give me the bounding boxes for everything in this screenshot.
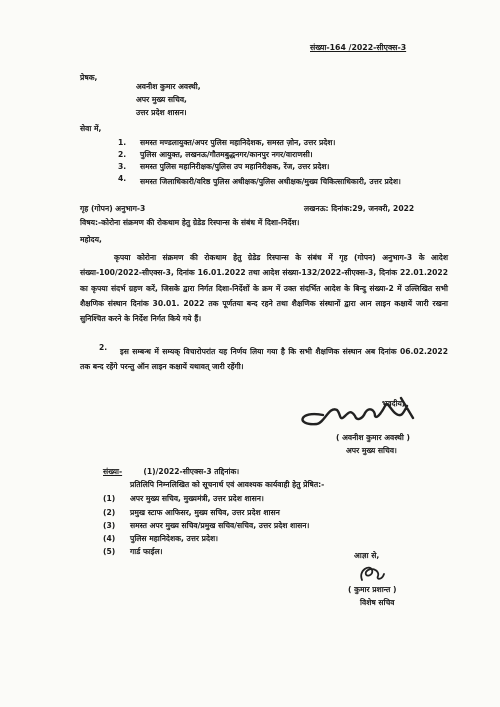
copy-item-number: (2) — [103, 508, 116, 517]
copy-item-text: अपर मुख्य सचिव, मुख्यमंत्री, उत्तर प्रदेश शासन। — [130, 494, 264, 503]
letter-date: लखनऊ: दिनांक:29, जनवरी, 2022 — [304, 204, 415, 213]
sender-department: उत्तर प्रदेश शासन। — [136, 108, 187, 117]
by-order: आज्ञा से, — [354, 551, 380, 560]
salutation: महोदय, — [80, 235, 102, 244]
signature — [285, 388, 435, 428]
recipient-text: समस्त जिलाधिकारी/वरिष्ठ पुलिस अधीक्षक/पुलिस अधीक्षक/मुख्य चिकित्साधिकारी, उत्तर प्रदेश। — [140, 177, 401, 186]
copy-item-number: (5) — [103, 547, 116, 556]
recipient-number: 2. — [118, 150, 127, 159]
recipient-text: समस्त मण्डलायुक्त/अपर पुलिस महानिदेशक, समस्त ज़ोन, उत्तर प्रदेश। — [140, 138, 336, 147]
copy-item-text: प्रमुख स्टाफ आफिसर, मुख्य सचिव, उत्तर प्रदेश शासन — [130, 508, 280, 517]
copy-signatory-name: ( कुमार प्रशान्त ) — [348, 585, 397, 594]
copy-item-number: (1) — [103, 494, 116, 503]
paragraph-2-number: 2. — [99, 343, 108, 352]
sender-name: अवनीश कुमार अवस्थी, — [136, 82, 201, 91]
recipients-label: सेवा में, — [80, 124, 102, 133]
paragraph-2: इस सम्बन्ध में सम्यक् विचारोपरांत यह निर्णय लिया गया है कि सभी शैक्षणिक संस्थान अब दिनांक 06.02.2022 तक बन्द रहेंगे परन्तु ऑन लाइन कक्षायें यथावत् जारी रहेंगी। — [80, 347, 448, 371]
recipient-number: 4. — [118, 174, 127, 183]
copy-item-text: गार्ड फाईल। — [130, 547, 163, 556]
recipient-number: 1. — [118, 138, 127, 147]
signatory-name: ( अवनीश कुमार अवस्थी ) — [336, 433, 410, 442]
copy-reference-number: (1)/2022-सीएक्स-3 तद्दिनांक। — [143, 467, 240, 476]
copy-signatory-designation: विशेष सचिव — [360, 598, 395, 607]
copy-reference-label: संख्या- — [103, 467, 123, 476]
recipient-text: समस्त पुलिस महानिरीक्षक/पुलिस उप महानिरीक्षक, रेंज, उत्तर प्रदेश। — [140, 162, 330, 171]
recipient-number: 3. — [118, 162, 127, 171]
subject-line: विषय:-कोरोना संक्रमण की रोकथाम हेतु ग्रेडेड रिस्पान्स के संबंध में दिशा-निर्देश। — [80, 218, 300, 227]
copy-item-number: (3) — [103, 521, 116, 530]
signatory-designation: अपर मुख्य सचिव। — [346, 446, 397, 455]
section-name: गृह (गोपन) अनुभाग-3 — [80, 204, 146, 213]
sender-label: प्रेषक, — [80, 73, 98, 82]
paragraph-1: कृपया कोरोना संक्रमण की रोकथाम हेतु ग्रेडेड रिस्पान्स के संबंध में गृह (गोपन) अनुभाग-3 के आदेश संख्या-100/2022-सीएक्स-3, दिनांक 16.01.2022 तथा आदेश संख्या-132/2022-सीएक्स-3, दिनांक 22.01.2022 का कृपया संदर्भ ग्रहण करें, जिसके द्वारा निर्गत दिशा-निर्देशों के क्रम में उक्त संदर्भित आदेश के बिन्दु संख्या-2 में उल्लिखित सभी शैक्षणिक संस्थान दिनांक 30.01. 2022 तक पूर्णतया बन्द रहने तथा शैक्षणिक संस्थानों द्वारा आन लाइन कक्षायें जारी रखना सुनिश्चित करने के निर्देश निर्गत किये गये हैं। — [80, 253, 448, 324]
sender-designation: अपर मुख्य सचिव, — [136, 95, 187, 104]
copy-reference — [103, 468, 239, 477]
reference-number: संख्या-164 /2022-सीएक्स-3 — [310, 43, 407, 52]
copy-item-text: पुलिस महानिदेशक, उत्तर प्रदेश। — [130, 534, 219, 543]
copy-item-number: (4) — [103, 534, 116, 543]
closing-word: भवदीय, — [382, 399, 405, 408]
copy-item-text: समस्त अपर मुख्य सचिव/प्रमुख सचिव/सचिव, उत्तर प्रदेश शासन। — [130, 521, 310, 530]
recipient-text: पुलिस आयुक्त, लखनऊ/गौतमबुद्धनगर/कानपुर नगर/वाराणसी। — [140, 150, 313, 159]
initials-signature — [352, 560, 392, 586]
copy-intro: प्रतिलिपि निम्नलिखित को सूचनार्थ एवं आवश्यक कार्यवाही हेतु प्रेषित:- — [130, 480, 325, 489]
